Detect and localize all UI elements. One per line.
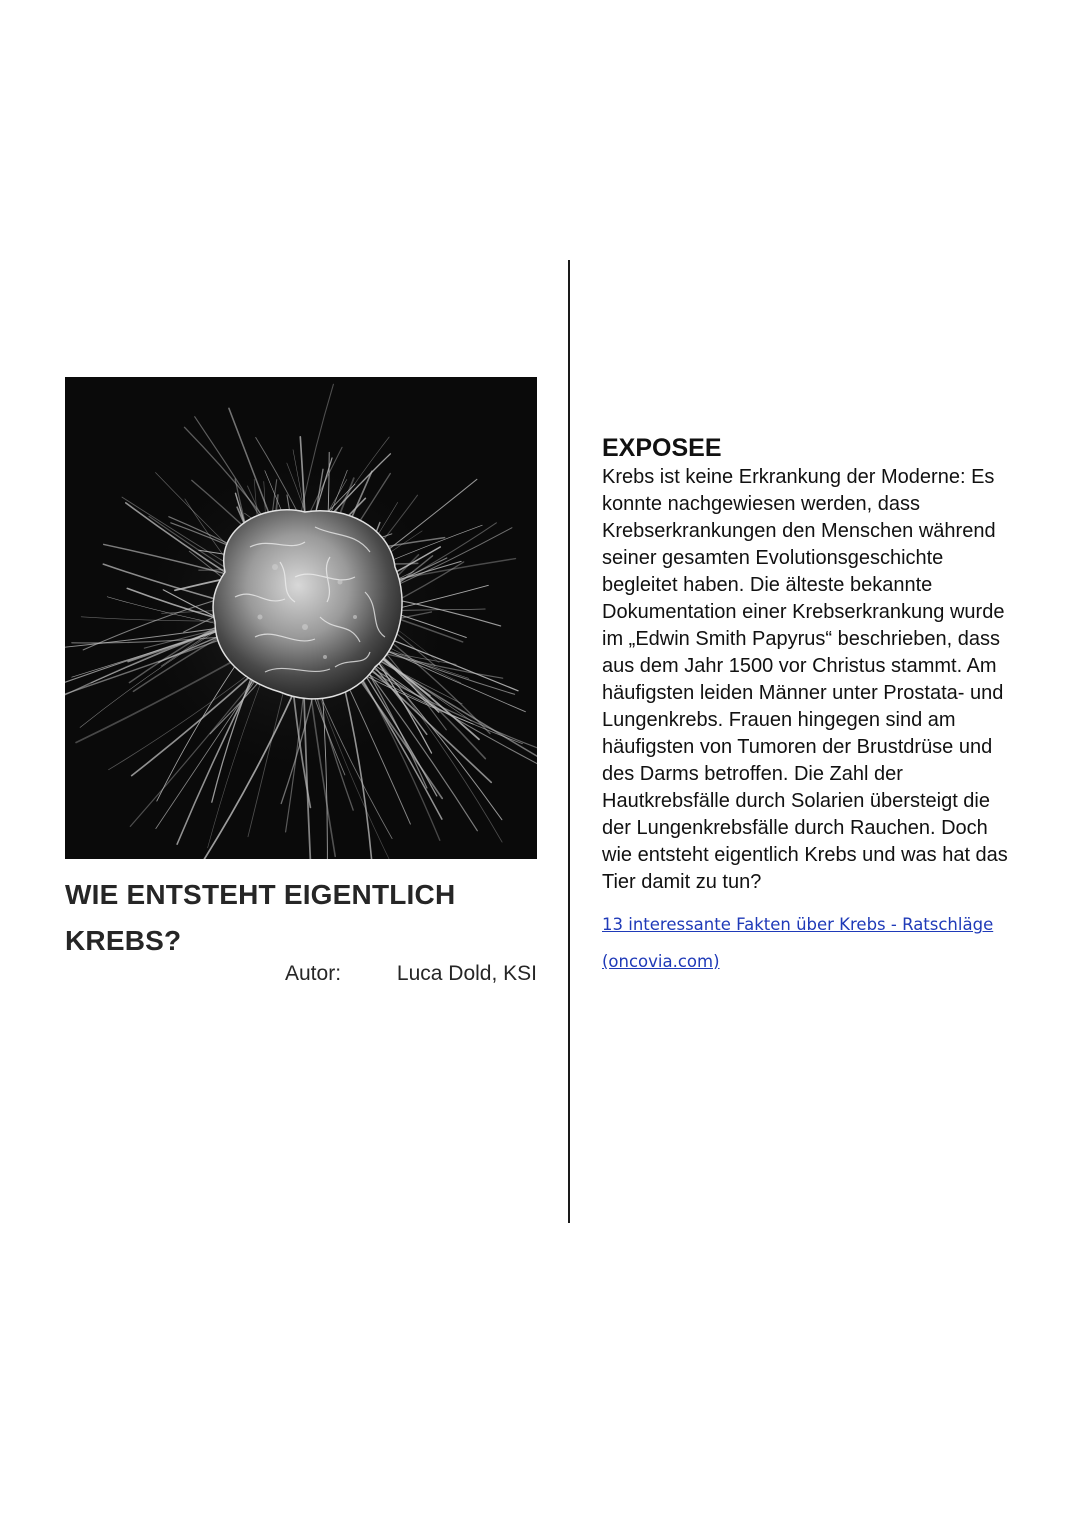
cancer-cell-micrograph-icon: [65, 377, 537, 859]
author-label: Autor:: [285, 962, 342, 985]
cancer-cell-image: [65, 377, 537, 859]
document-title: WIE ENTSTEHT EIGENTLICH KREBS?: [65, 879, 456, 956]
expose-column: [602, 432, 1022, 980]
column-divider: [568, 260, 570, 1223]
source-link[interactable]: 13 interessante Fakten über Krebs - Ratschläge (oncovia.com): [602, 915, 994, 971]
author-line: [65, 962, 537, 990]
expose-body: Krebs ist keine Erkrankung der Moderne: Es konnte nachgewiesen werden, dass Krebserkrankungen den Menschen während seiner gesamten Evolutionsgeschichte begleitet haben. Die älteste bekannte Dokumentation einer Krebserkrankung wurde im „Edwin Smith Papyrus“ beschrieben, dass aus dem Jahr 1500 vor Christus stammt. Am häufigsten leiden Männer unter Prostata- und Lungenkrebs. Frauen hingegen sind am häufigsten von Tumoren der Brustdrüse und des Darms betroffen. Die Zahl der Hautkrebsfälle durch Solarien übersteigt die der Lungenkrebsfälle durch Rauchen. Doch wie entsteht eigentlich Krebs und was hat das Tier damit zu tun?: [602, 466, 1008, 893]
author-name: Luca Dold, KSI: [396, 962, 537, 985]
expose-heading: EXPOSEE: [602, 434, 722, 462]
